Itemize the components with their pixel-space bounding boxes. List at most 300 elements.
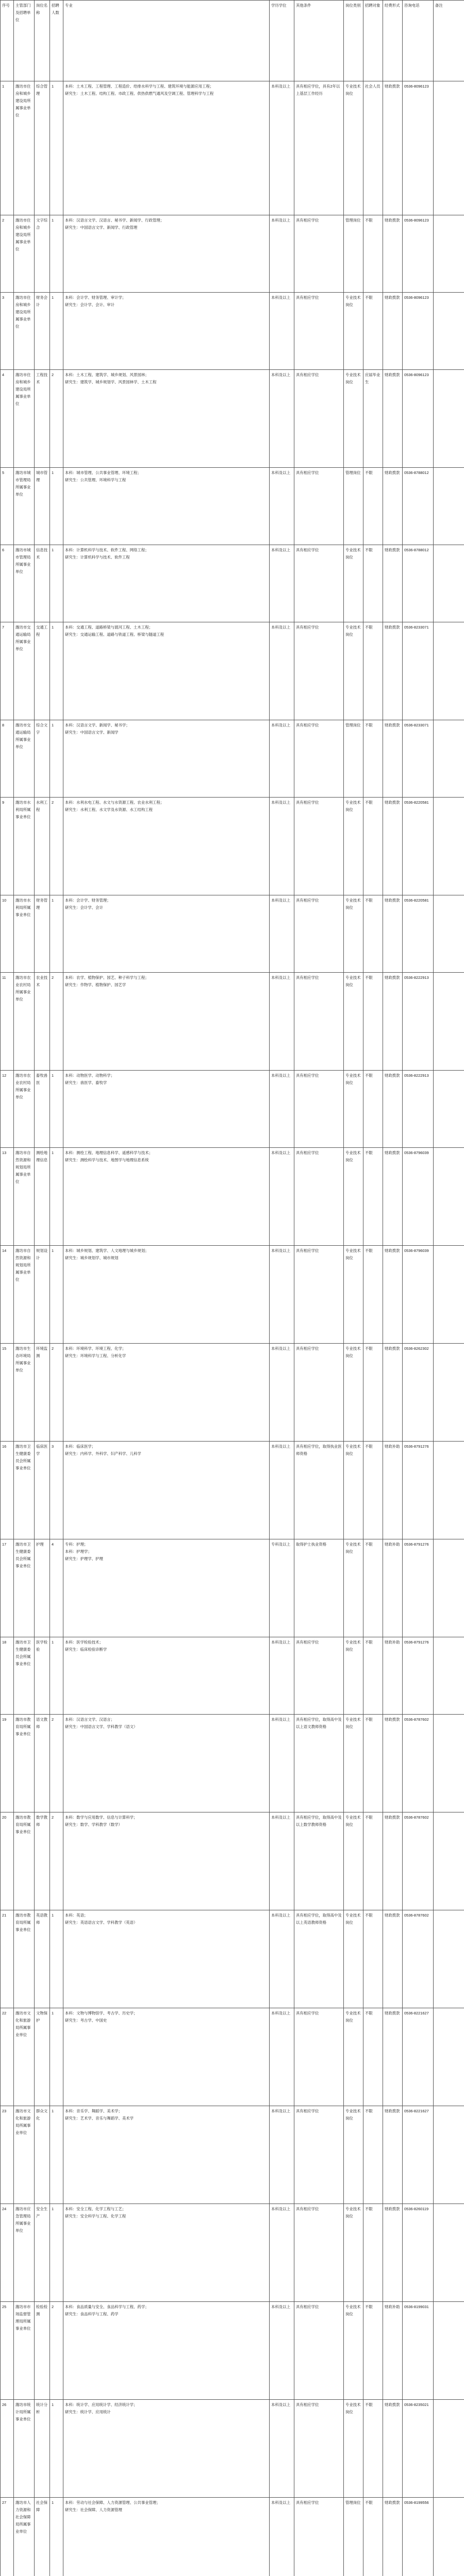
cell-cat: 专业技术岗位 <box>344 1344 363 1442</box>
cell-type: 不限 <box>363 2204 383 2302</box>
cell-major: 本科：数学与应用数学、信息与计算科学； 研究生：数学、学科教学（数学） <box>63 1812 270 1910</box>
cell-remark <box>434 2008 464 2106</box>
cell-unit: 潍坊市文化和旅游局所属事业单位 <box>14 2008 35 2106</box>
cell-num: 1 <box>50 2106 63 2204</box>
cell-post: 城市管理 <box>35 468 50 545</box>
cell-type: 不限 <box>363 2302 383 2400</box>
cell-cat: 管理岗位 <box>344 215 363 293</box>
cell-other: 具有相应学位 <box>294 798 344 895</box>
cell-unit: 潍坊市教育局所属事业单位 <box>14 1715 35 1812</box>
cell-other: 具有相应学位 <box>294 2400 344 2498</box>
table-row <box>1 545 464 622</box>
cell-cat: 专业技术岗位 <box>344 895 363 973</box>
cell-bud: 财政拨款 <box>383 81 403 215</box>
header-other: 其他条件 <box>294 1 344 81</box>
cell-phone: 0536-8262302 <box>403 1344 434 1442</box>
cell-unit: 潍坊市生态环境局所属事业单位 <box>14 1344 35 1442</box>
header-bud: 经费形式 <box>383 1 403 81</box>
cell-remark <box>434 468 464 545</box>
cell-remark <box>434 81 464 215</box>
cell-other: 具有相应学位 <box>294 215 344 293</box>
cell-cat: 专业技术岗位 <box>344 545 363 622</box>
cell-edu: 本科及以上 <box>270 1344 294 1442</box>
cell-post: 文物保护 <box>35 2008 50 2106</box>
cell-index: 18 <box>1 1637 14 1715</box>
cell-index: 24 <box>1 2204 14 2302</box>
cell-major: 本科：劳动与社会保障、人力资源管理、公共事业管理； 研究生：社会保障、人力资源管理 <box>63 2498 270 2576</box>
cell-major: 本科：安全工程、化学工程与工艺； 研究生：安全科学与工程、化学工程 <box>63 2204 270 2302</box>
cell-post: 综合文字 <box>35 720 50 798</box>
cell-bud: 财政拨款 <box>383 1715 403 1812</box>
cell-cat: 专业技术岗位 <box>344 1442 363 1539</box>
cell-unit: 潍坊市农业农村局所属事业单位 <box>14 973 35 1071</box>
cell-type: 社会人员 <box>363 81 383 215</box>
cell-post: 工程技术 <box>35 370 50 468</box>
header-edu: 学历学位 <box>270 1 294 81</box>
cell-num: 3 <box>50 1442 63 1539</box>
cell-type: 不限 <box>363 1539 383 1637</box>
cell-other: 具有相应学位 <box>294 2008 344 2106</box>
table-row <box>1 1148 464 1246</box>
cell-num: 1 <box>50 293 63 370</box>
cell-remark <box>434 2400 464 2498</box>
cell-edu: 本科及以上 <box>270 1148 294 1246</box>
cell-edu: 本科及以上 <box>270 468 294 545</box>
cell-num: 2 <box>50 370 63 468</box>
cell-post: 统计分析 <box>35 2400 50 2498</box>
cell-type: 不限 <box>363 293 383 370</box>
cell-remark <box>434 720 464 798</box>
cell-phone: 0536-8096123 <box>403 215 434 293</box>
cell-num: 1 <box>50 215 63 293</box>
cell-type: 不限 <box>363 798 383 895</box>
cell-post: 安全生产 <box>35 2204 50 2302</box>
table-row <box>1 973 464 1071</box>
table-body <box>1 81 464 2576</box>
cell-post: 水利工程 <box>35 798 50 895</box>
cell-remark <box>434 1442 464 1539</box>
cell-bud: 财政拨款 <box>383 895 403 973</box>
cell-major: 本科：汉语言文学、汉语言； 研究生：中国语言文学、学科教学（语文） <box>63 1715 270 1812</box>
cell-num: 1 <box>50 2498 63 2576</box>
cell-unit: 潍坊市住房和城乡建设局所属事业单位 <box>14 81 35 215</box>
cell-cat: 专业技术岗位 <box>344 1071 363 1148</box>
cell-other: 具有相应学位，取得执业医师资格 <box>294 1442 344 1539</box>
cell-cat: 专业技术岗位 <box>344 1148 363 1246</box>
cell-cat: 专业技术岗位 <box>344 293 363 370</box>
cell-unit: 潍坊市卫生健康委员会所属事业单位 <box>14 1637 35 1715</box>
cell-major: 本科：临床医学； 研究生：内科学、外科学、妇产科学、儿科学 <box>63 1442 270 1539</box>
cell-major: 专科：护理； 本科：护理学； 研究生：护理学、护理 <box>63 1539 270 1637</box>
header-post: 岗位名称 <box>35 1 50 81</box>
cell-major: 本科：食品质量与安全、食品科学与工程、药学； 研究生：食品科学与工程、药学 <box>63 2302 270 2400</box>
table-row <box>1 1812 464 1910</box>
table-row <box>1 1715 464 1812</box>
table-row <box>1 215 464 293</box>
cell-post: 财务会计 <box>35 293 50 370</box>
cell-post: 畜牧兽医 <box>35 1071 50 1148</box>
cell-index: 8 <box>1 720 14 798</box>
cell-unit: 潍坊市市场监督管理局所属事业单位 <box>14 2302 35 2400</box>
cell-cat: 专业技术岗位 <box>344 798 363 895</box>
cell-num: 2 <box>50 798 63 895</box>
cell-index: 26 <box>1 2400 14 2498</box>
cell-cat: 专业技术岗位 <box>344 370 363 468</box>
cell-type: 不限 <box>363 1637 383 1715</box>
cell-edu: 本科及以上 <box>270 2498 294 2576</box>
cell-bud: 财政拨款 <box>383 2400 403 2498</box>
cell-type: 不限 <box>363 2400 383 2498</box>
cell-post: 信息技术 <box>35 545 50 622</box>
cell-type: 不限 <box>363 2008 383 2106</box>
cell-cat: 专业技术岗位 <box>344 1812 363 1910</box>
cell-unit: 潍坊市文化和旅游局所属事业单位 <box>14 2106 35 2204</box>
header-phone: 咨询电话 <box>403 1 434 81</box>
cell-bud: 财政拨款 <box>383 468 403 545</box>
cell-other: 具有相应学位 <box>294 895 344 973</box>
cell-other: 具有相应学位 <box>294 2498 344 2576</box>
cell-num: 2 <box>50 1344 63 1442</box>
cell-bud: 财政拨款 <box>383 2008 403 2106</box>
cell-cat: 专业技术岗位 <box>344 2204 363 2302</box>
cell-post: 社会保障 <box>35 2498 50 2576</box>
cell-unit: 潍坊市交通运输局所属事业单位 <box>14 622 35 720</box>
cell-remark <box>434 973 464 1071</box>
cell-unit: 潍坊市住房和城乡建设局所属事业单位 <box>14 370 35 468</box>
cell-bud: 财政拨款 <box>383 370 403 468</box>
cell-bud: 财政拨款 <box>383 2204 403 2302</box>
cell-major: 本科：英语； 研究生：英语语言文学、学科教学（英语） <box>63 1910 270 2008</box>
cell-post: 语文教师 <box>35 1715 50 1812</box>
cell-post: 英语教师 <box>35 1910 50 2008</box>
cell-index: 7 <box>1 622 14 720</box>
cell-cat: 专业技术岗位 <box>344 973 363 1071</box>
cell-edu: 本科及以上 <box>270 1246 294 1344</box>
cell-remark <box>434 1910 464 2008</box>
cell-unit: 潍坊市住房和城乡建设局所属事业单位 <box>14 293 35 370</box>
cell-other: 具有相应学位 <box>294 2302 344 2400</box>
cell-bud: 财政拨款 <box>383 973 403 1071</box>
cell-major: 本科：动物医学、动物科学； 研究生：兽医学、畜牧学 <box>63 1071 270 1148</box>
cell-unit: 潍坊市自然资源和规划局所属事业单位 <box>14 1148 35 1246</box>
cell-bud: 财政拨款 <box>383 720 403 798</box>
table-row <box>1 2400 464 2498</box>
cell-edu: 本科及以上 <box>270 2400 294 2498</box>
cell-num: 1 <box>50 1148 63 1246</box>
cell-type: 不限 <box>363 720 383 798</box>
cell-phone: 0536-8222913 <box>403 973 434 1071</box>
cell-other: 具有相应学位，取得高中及以上语文教师资格 <box>294 1715 344 1812</box>
cell-remark <box>434 1071 464 1148</box>
cell-post: 交通工程 <box>35 622 50 720</box>
cell-post: 测绘地理信息 <box>35 1148 50 1246</box>
cell-remark <box>434 293 464 370</box>
cell-phone: 0536-8791276 <box>403 1637 434 1715</box>
table-row <box>1 2204 464 2302</box>
cell-post: 临床医学 <box>35 1442 50 1539</box>
cell-other: 取得护士执业资格 <box>294 1539 344 1637</box>
cell-phone: 0536-8096123 <box>403 370 434 468</box>
table-row <box>1 720 464 798</box>
cell-cat: 专业技术岗位 <box>344 1910 363 2008</box>
header-index: 序号 <box>1 1 14 81</box>
cell-index: 15 <box>1 1344 14 1442</box>
cell-other: 具有相应学位，取得高中及以上数学教师资格 <box>294 1812 344 1910</box>
cell-type: 应届毕业生 <box>363 370 383 468</box>
cell-num: 1 <box>50 1071 63 1148</box>
cell-index: 14 <box>1 1246 14 1344</box>
cell-remark <box>434 545 464 622</box>
cell-major: 本科：交通工程、道路桥梁与渡河工程、土木工程； 研究生：交通运输工程、道路与铁道工程、桥梁与隧道工程 <box>63 622 270 720</box>
cell-major: 本科：医学检验技术； 研究生：临床检验诊断学 <box>63 1637 270 1715</box>
cell-index: 27 <box>1 2498 14 2576</box>
cell-edu: 本科及以上 <box>270 895 294 973</box>
cell-num: 1 <box>50 1637 63 1715</box>
cell-phone: 0536-8788012 <box>403 545 434 622</box>
cell-edu: 专科及以上 <box>270 1539 294 1637</box>
cell-major: 本科：文物与博物馆学、考古学、历史学； 研究生：考古学、中国史 <box>63 2008 270 2106</box>
cell-bud: 财政拨款 <box>383 1148 403 1246</box>
cell-unit: 潍坊市交通运输局所属事业单位 <box>14 720 35 798</box>
table-header-row <box>1 1 464 81</box>
cell-cat: 专业技术岗位 <box>344 1539 363 1637</box>
cell-index: 17 <box>1 1539 14 1637</box>
cell-edu: 本科及以上 <box>270 370 294 468</box>
cell-major: 本科：会计学、财务管理； 研究生：会计学、会计 <box>63 895 270 973</box>
cell-unit: 潍坊市卫生健康委员会所属事业单位 <box>14 1442 35 1539</box>
cell-bud: 财政拨款 <box>383 1344 403 1442</box>
cell-type: 不限 <box>363 2498 383 2576</box>
cell-type: 不限 <box>363 215 383 293</box>
cell-type: 不限 <box>363 1071 383 1148</box>
cell-index: 22 <box>1 2008 14 2106</box>
cell-type: 不限 <box>363 973 383 1071</box>
cell-remark <box>434 1539 464 1637</box>
cell-remark <box>434 2498 464 2576</box>
cell-post: 数学教师 <box>35 1812 50 1910</box>
table-row <box>1 1637 464 1715</box>
cell-bud: 财政拨款 <box>383 798 403 895</box>
cell-index: 16 <box>1 1442 14 1539</box>
cell-edu: 本科及以上 <box>270 2106 294 2204</box>
header-num: 招聘人数 <box>50 1 63 81</box>
cell-post: 财务管理 <box>35 895 50 973</box>
cell-remark <box>434 2302 464 2400</box>
cell-unit: 潍坊市城市管理局所属事业单位 <box>14 468 35 545</box>
cell-index: 11 <box>1 973 14 1071</box>
cell-index: 6 <box>1 545 14 622</box>
cell-index: 25 <box>1 2302 14 2400</box>
table-row <box>1 622 464 720</box>
cell-other: 具有相应学位 <box>294 1071 344 1148</box>
cell-major: 本科：汉语言文学、汉语言、秘书学、新闻学、行政管理； 研究生：中国语言文学、新闻学、行政管理 <box>63 215 270 293</box>
cell-index: 1 <box>1 81 14 215</box>
cell-edu: 本科及以上 <box>270 81 294 215</box>
cell-type: 不限 <box>363 1344 383 1442</box>
cell-type: 不限 <box>363 2106 383 2204</box>
cell-cat: 专业技术岗位 <box>344 1637 363 1715</box>
table-row <box>1 81 464 215</box>
cell-type: 不限 <box>363 895 383 973</box>
table-row <box>1 370 464 468</box>
cell-bud: 财政拨款 <box>383 1071 403 1148</box>
cell-bud: 财政拨款 <box>383 1812 403 1910</box>
cell-major: 本科：城乡规划、建筑学、人文地理与城乡规划； 研究生：城乡规划学、城市规划 <box>63 1246 270 1344</box>
cell-edu: 本科及以上 <box>270 2204 294 2302</box>
cell-major: 本科：测绘工程、地理信息科学、遥感科学与技术； 研究生：测绘科学与技术、地图学与地理信息系统 <box>63 1148 270 1246</box>
cell-phone: 0536-8220581 <box>403 798 434 895</box>
cell-num: 1 <box>50 1246 63 1344</box>
cell-remark <box>434 2204 464 2302</box>
cell-type: 不限 <box>363 622 383 720</box>
cell-post: 检验检测 <box>35 2302 50 2400</box>
cell-bud: 财政补助 <box>383 2302 403 2400</box>
cell-index: 21 <box>1 1910 14 2008</box>
cell-phone: 0536-8787602 <box>403 1910 434 2008</box>
cell-edu: 本科及以上 <box>270 293 294 370</box>
cell-major: 本科：城市管理、公共事业管理、环境工程； 研究生：公共管理、环境科学与工程 <box>63 468 270 545</box>
table-row <box>1 798 464 895</box>
cell-num: 4 <box>50 1539 63 1637</box>
cell-type: 不限 <box>363 468 383 545</box>
table-row <box>1 895 464 973</box>
cell-other: 具有相应学位 <box>294 720 344 798</box>
cell-major: 本科：计算机科学与技术、软件工程、网络工程； 研究生：计算机科学与技术、软件工程 <box>63 545 270 622</box>
cell-phone: 0536-8791276 <box>403 1442 434 1539</box>
cell-phone: 0536-8220581 <box>403 895 434 973</box>
cell-num: 2 <box>50 1812 63 1910</box>
cell-major: 本科：土木工程、工程管理、工程造价、给排水科学与工程、建筑环境与能源应用工程； 研究生：土木工程、结构工程、市政工程、供热供燃气通风及空调工程、管理科学与工程 <box>63 81 270 215</box>
cell-unit: 潍坊市自然资源和规划局所属事业单位 <box>14 1246 35 1344</box>
cell-index: 23 <box>1 2106 14 2204</box>
header-major: 专业 <box>63 1 270 81</box>
cell-cat: 专业技术岗位 <box>344 2008 363 2106</box>
table-row <box>1 1071 464 1148</box>
cell-unit: 潍坊市住房和城乡建设局所属事业单位 <box>14 215 35 293</box>
cell-cat: 管理岗位 <box>344 2498 363 2576</box>
cell-remark <box>434 215 464 293</box>
cell-other: 具有相应学位 <box>294 1344 344 1442</box>
cell-unit: 潍坊市水利局所属事业单位 <box>14 798 35 895</box>
cell-index: 10 <box>1 895 14 973</box>
cell-cat: 专业技术岗位 <box>344 1715 363 1812</box>
cell-post: 综合管理 <box>35 81 50 215</box>
cell-post: 规划设计 <box>35 1246 50 1344</box>
cell-num: 1 <box>50 545 63 622</box>
cell-phone: 0536-8233071 <box>403 720 434 798</box>
cell-phone: 0536-8222913 <box>403 1071 434 1148</box>
table-row <box>1 1442 464 1539</box>
cell-other: 具有相应学位 <box>294 1148 344 1246</box>
cell-unit: 潍坊市农业农村局所属事业单位 <box>14 1071 35 1148</box>
cell-edu: 本科及以上 <box>270 2008 294 2106</box>
cell-edu: 本科及以上 <box>270 973 294 1071</box>
cell-remark <box>434 370 464 468</box>
cell-cat: 专业技术岗位 <box>344 2400 363 2498</box>
cell-remark <box>434 1812 464 1910</box>
cell-edu: 本科及以上 <box>270 720 294 798</box>
cell-type: 不限 <box>363 1148 383 1246</box>
cell-num: 1 <box>50 895 63 973</box>
cell-other: 具有相应学位 <box>294 370 344 468</box>
cell-type: 不限 <box>363 1442 383 1539</box>
cell-major: 本科：音乐学、舞蹈学、美术学； 研究生：艺术学、音乐与舞蹈学、美术学 <box>63 2106 270 2204</box>
cell-index: 20 <box>1 1812 14 1910</box>
cell-index: 13 <box>1 1148 14 1246</box>
cell-edu: 本科及以上 <box>270 215 294 293</box>
cell-other: 具有相应学位 <box>294 293 344 370</box>
cell-phone: 0536-8788012 <box>403 468 434 545</box>
cell-post: 医学检验 <box>35 1637 50 1715</box>
cell-num: 2 <box>50 2302 63 2400</box>
cell-phone: 0536-8796039 <box>403 1148 434 1246</box>
table-row <box>1 1910 464 2008</box>
cell-other: 具有相应学位 <box>294 2106 344 2204</box>
cell-phone: 0536-8096123 <box>403 293 434 370</box>
cell-unit: 潍坊市应急管理局所属事业单位 <box>14 2204 35 2302</box>
cell-major: 本科：土木工程、建筑学、城乡规划、风景园林； 研究生：建筑学、城乡规划学、风景园林学、土木工程 <box>63 370 270 468</box>
cell-remark <box>434 1715 464 1812</box>
cell-phone: 0536-8787602 <box>403 1715 434 1812</box>
cell-cat: 专业技术岗位 <box>344 1246 363 1344</box>
cell-num: 1 <box>50 720 63 798</box>
cell-phone: 0536-8260119 <box>403 2204 434 2302</box>
cell-unit: 潍坊市人力资源和社会保障局所属事业单位 <box>14 2498 35 2576</box>
cell-bud: 财政拨款 <box>383 215 403 293</box>
cell-major: 本科：水利水电工程、水文与水资源工程、农业水利工程； 研究生：水利工程、水文学及水资源、水工结构工程 <box>63 798 270 895</box>
cell-remark <box>434 2106 464 2204</box>
cell-cat: 专业技术岗位 <box>344 2106 363 2204</box>
cell-major: 本科：统计学、应用统计学、经济统计学； 研究生：统计学、应用统计 <box>63 2400 270 2498</box>
cell-index: 12 <box>1 1071 14 1148</box>
cell-unit: 潍坊市教育局所属事业单位 <box>14 1910 35 2008</box>
cell-bud: 财政拨款 <box>383 1246 403 1344</box>
cell-type: 不限 <box>363 1715 383 1812</box>
cell-bud: 财政补助 <box>383 1637 403 1715</box>
cell-index: 3 <box>1 293 14 370</box>
cell-remark <box>434 622 464 720</box>
cell-num: 1 <box>50 2204 63 2302</box>
cell-bud: 财政拨款 <box>383 293 403 370</box>
cell-bud: 财政拨款 <box>383 1910 403 2008</box>
cell-other: 具有相应学位 <box>294 468 344 545</box>
cell-post: 农业技术 <box>35 973 50 1071</box>
cell-other: 具有相应学位 <box>294 1246 344 1344</box>
cell-phone: 0536-8221627 <box>403 2008 434 2106</box>
cell-phone: 0536-8787602 <box>403 1812 434 1910</box>
cell-num: 1 <box>50 468 63 545</box>
cell-edu: 本科及以上 <box>270 798 294 895</box>
cell-unit: 潍坊市卫生健康委员会所属事业单位 <box>14 1539 35 1637</box>
cell-other: 具有相应学位 <box>294 1637 344 1715</box>
cell-edu: 本科及以上 <box>270 2302 294 2400</box>
cell-major: 本科：汉语言文学、新闻学、秘书学； 研究生：中国语言文学、新闻学 <box>63 720 270 798</box>
cell-edu: 本科及以上 <box>270 1910 294 2008</box>
cell-edu: 本科及以上 <box>270 1812 294 1910</box>
cell-other: 具有相应学位，具有2年以上基层工作经历 <box>294 81 344 215</box>
cell-post: 环境监测 <box>35 1344 50 1442</box>
cell-remark <box>434 798 464 895</box>
cell-unit: 潍坊市教育局所属事业单位 <box>14 1812 35 1910</box>
cell-cat: 专业技术岗位 <box>344 81 363 215</box>
cell-phone: 0536-8199031 <box>403 2302 434 2400</box>
cell-bud: 财政拨款 <box>383 622 403 720</box>
cell-num: 2 <box>50 973 63 1071</box>
cell-num: 1 <box>50 2400 63 2498</box>
cell-edu: 本科及以上 <box>270 1715 294 1812</box>
table-row <box>1 293 464 370</box>
table-row <box>1 2498 464 2576</box>
